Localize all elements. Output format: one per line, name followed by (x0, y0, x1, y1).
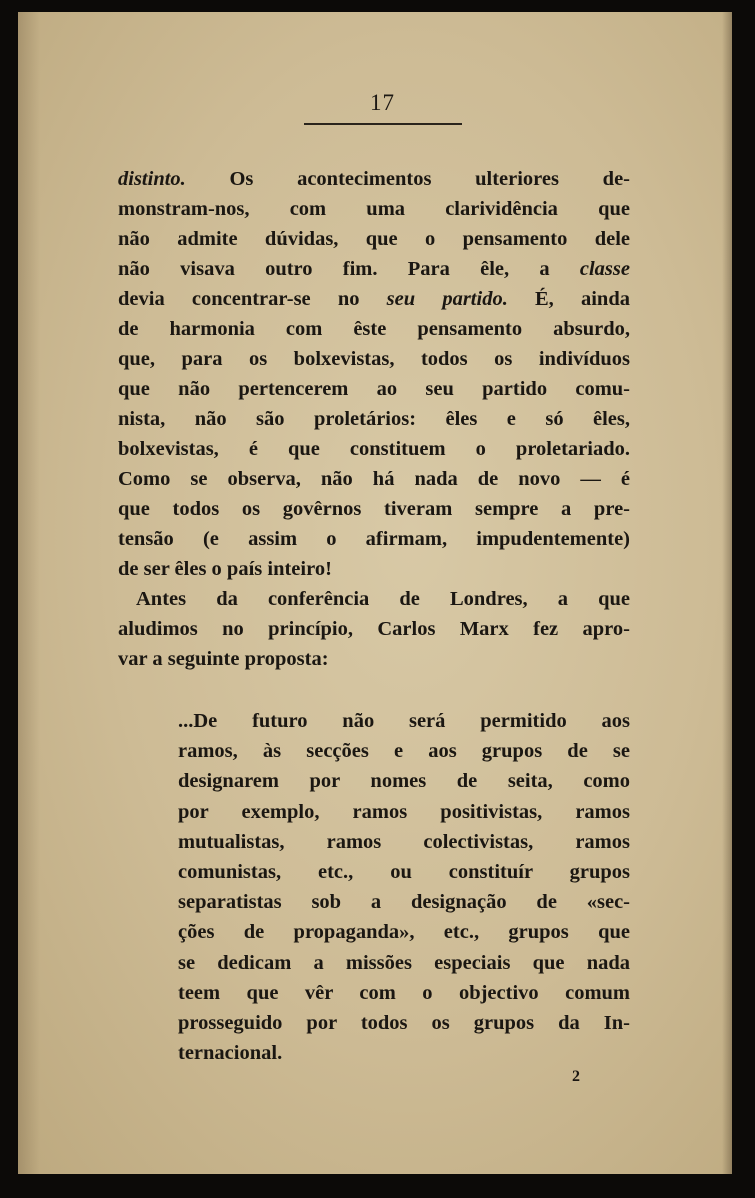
text-line: nista, não são proletários: êles e só êles, (118, 408, 630, 430)
quote-line: ternacional. (178, 1042, 283, 1065)
text-line: de harmonia com êste pensamento absurdo, (118, 318, 630, 340)
text-line: var a seguinte proposta: (118, 648, 329, 670)
quote-line: prosseguido por todos os grupos da In- (178, 1011, 630, 1034)
text-line: não admite dúvidas, que o pensamento dele (118, 228, 630, 250)
quote-line: ...De futuro não será permitido aos (178, 710, 630, 732)
quote-line: por exemplo, ramos positivistas, ramos (178, 800, 630, 823)
quote-line: designarem por nomes de seita, como (178, 770, 630, 793)
paragraph-2 (118, 584, 630, 674)
quote-line: ções de propaganda», etc., grupos que (178, 921, 630, 944)
quote-line: comunistas, etc., ou constituír grupos (178, 860, 630, 883)
body-text (118, 164, 630, 674)
header-rule (304, 123, 462, 125)
text-line: não visava outro fim. Para êle, a classe (118, 258, 630, 280)
quote-line: se dedicam a missões especiais que nada (178, 951, 630, 974)
text-line: distinto. Os acontecimentos ulteriores de- (118, 168, 630, 190)
text-line: que todos os govêrnos tiveram sempre a pre- (118, 498, 630, 520)
text-line: de ser êles o país inteiro! (118, 558, 332, 580)
text-line: que, para os bolxevistas, todos os indivíduos (118, 348, 630, 370)
text-line: monstram-nos, com uma clarividência que (118, 198, 630, 220)
text-line: que não pertencerem ao seu partido comu- (118, 378, 630, 400)
text-line: aludimos no princípio, Carlos Marx fez apro- (118, 618, 630, 640)
quote-line: teem que vêr com o objectivo comum (178, 981, 630, 1004)
signature-mark: 2 (572, 1068, 580, 1085)
page-number: 17 (370, 90, 395, 115)
text-line: tensão (e assim o afirmam, impudentemente) (118, 528, 630, 550)
block-quote (178, 706, 630, 1068)
book-page (18, 12, 732, 1174)
quote-line: separatistas sob a designação de «sec- (178, 891, 630, 914)
paragraph-1 (118, 164, 630, 584)
quote-line: ramos, às secções e aos grupos de se (178, 740, 630, 763)
text-line: Antes da conferência de Londres, a que (136, 588, 630, 610)
page-edge-shadow (722, 12, 732, 1174)
text-line: devia concentrar-se no seu partido. É, ainda (118, 288, 630, 310)
quote-line: mutualistas, ramos colectivistas, ramos (178, 830, 630, 853)
text-line: Como se observa, não há nada de novo — é (118, 468, 630, 490)
text-line: bolxevistas, é que constituem o proletariado. (118, 438, 630, 460)
